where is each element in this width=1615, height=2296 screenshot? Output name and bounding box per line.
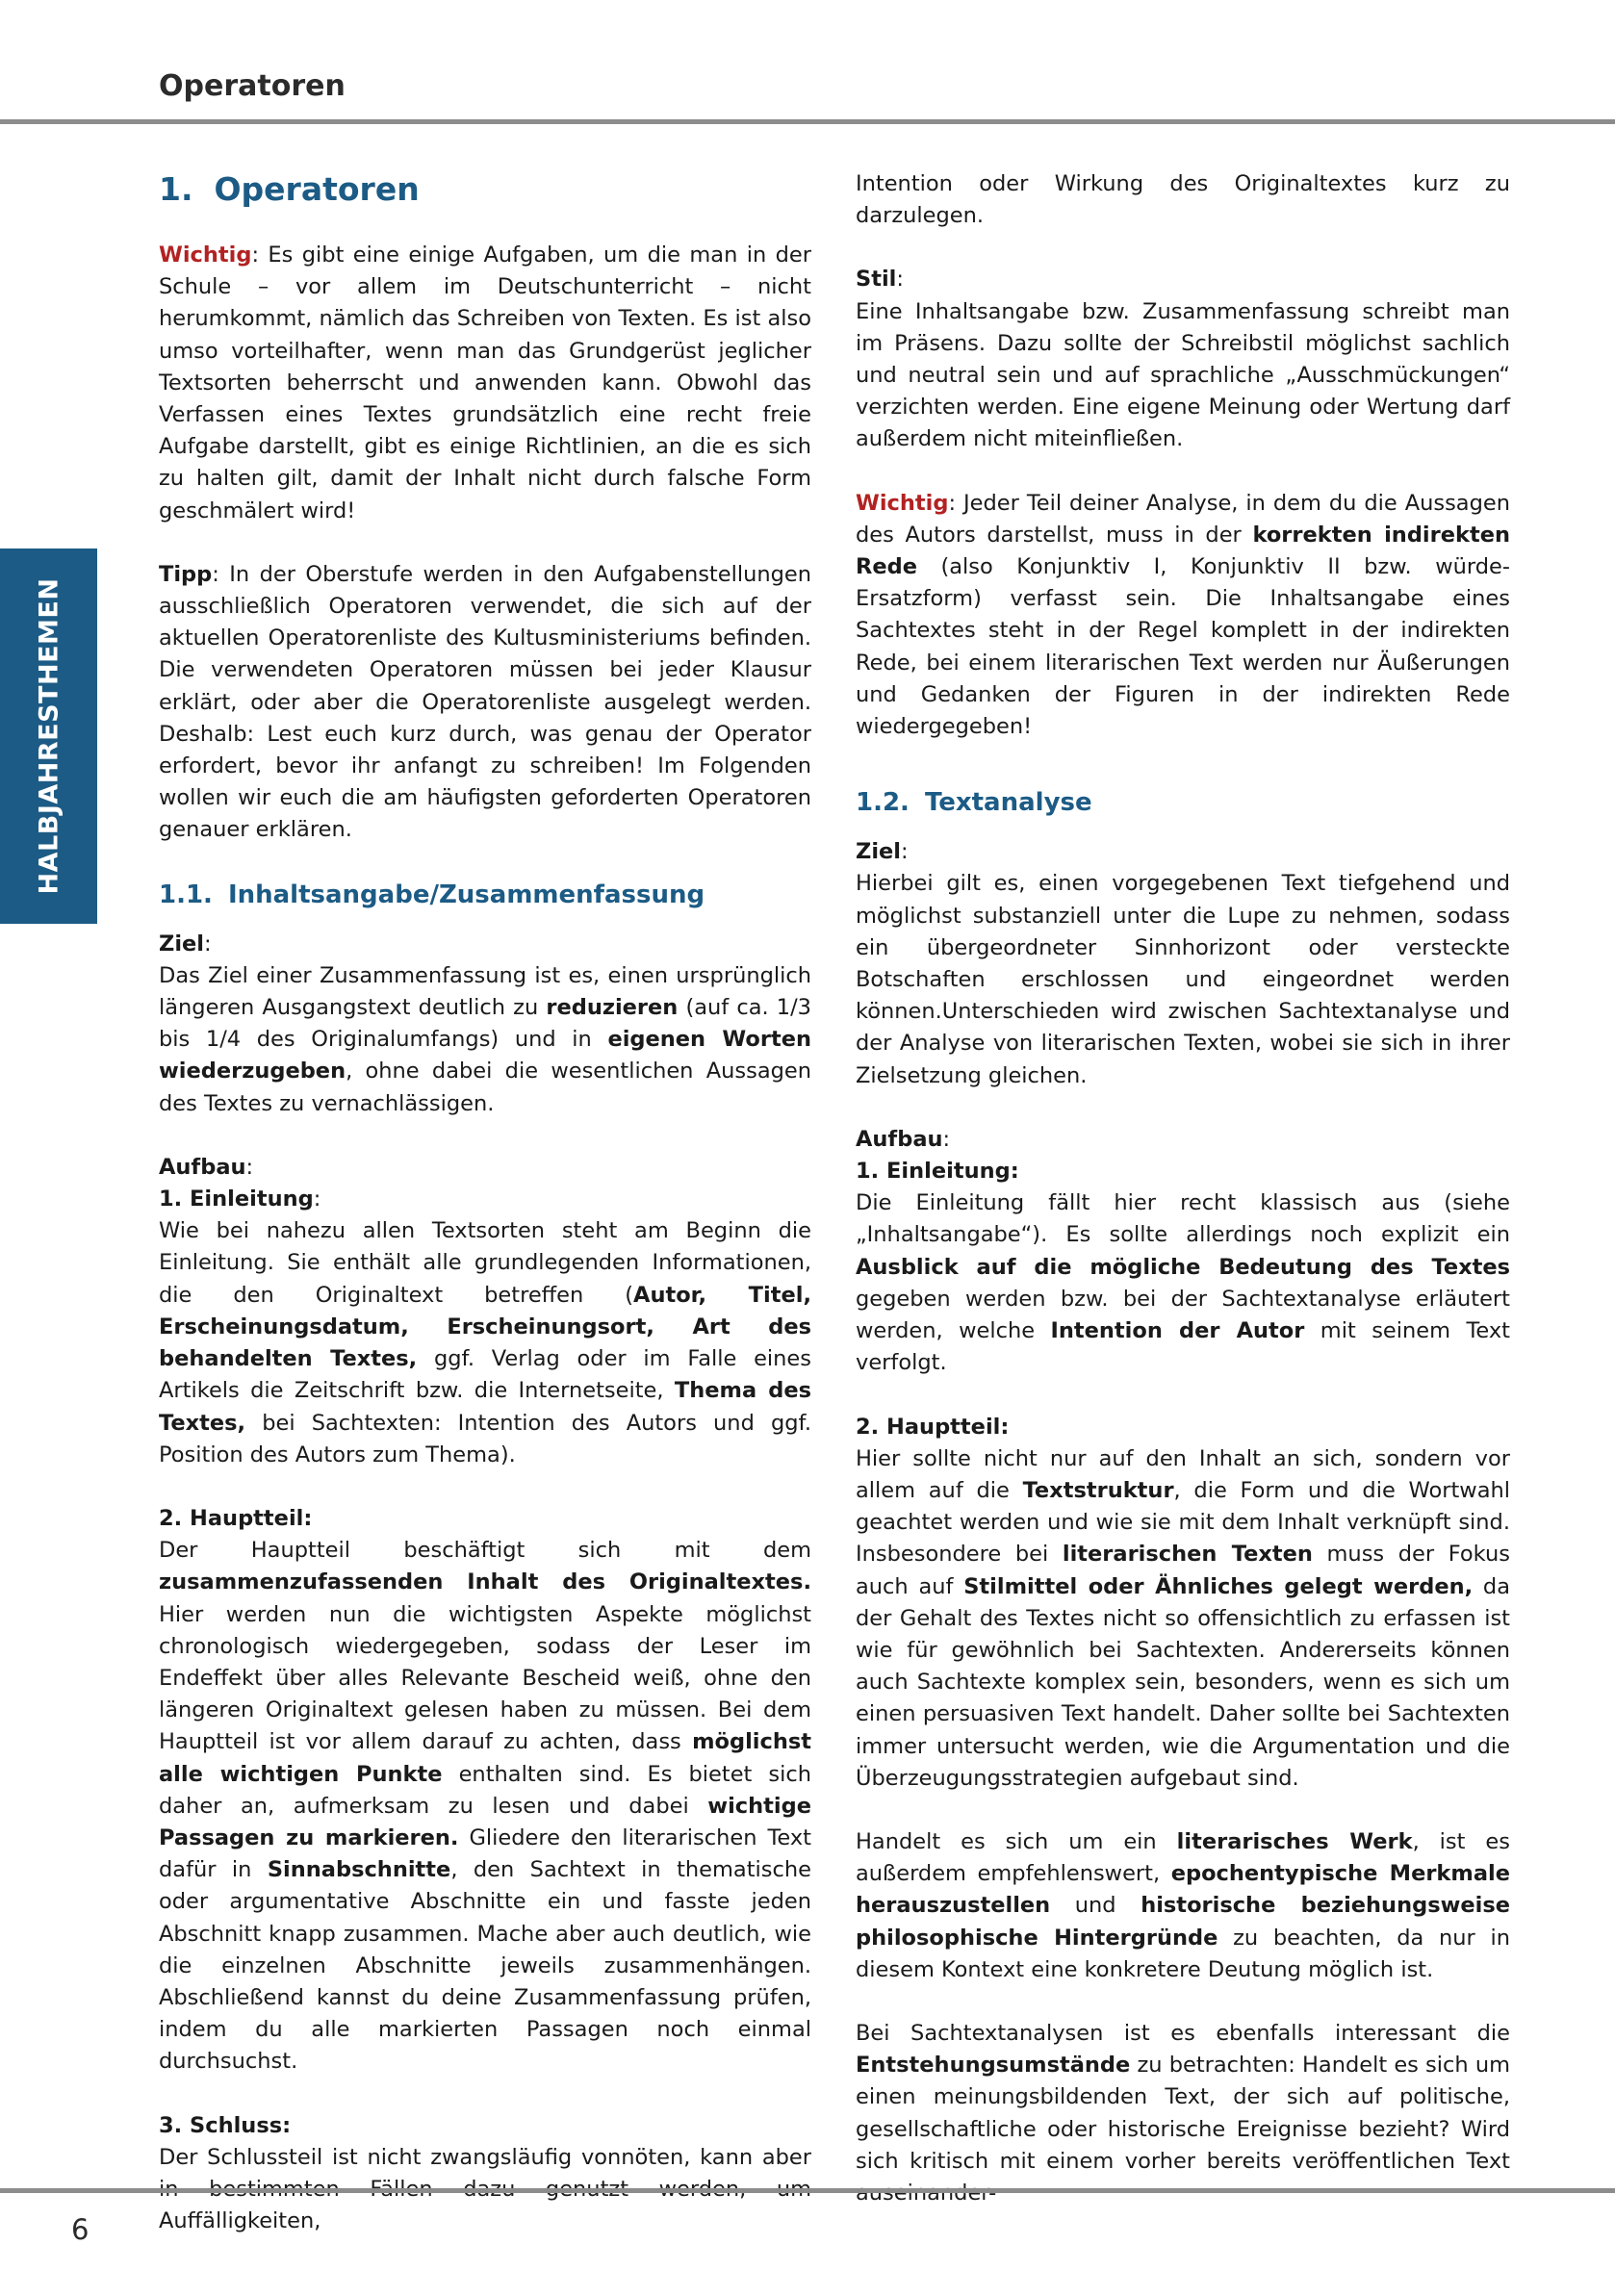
aufbau-label: Aufbau xyxy=(856,1126,943,1152)
text-run: da der Gehalt des Textes nicht so offensichtlich zu erfassen ist wie für gewöhnlich bei Sachtexten. Andererseits können auch Sachtexte komplex sein, besonders, wenn es sich um einen persuasiven Text handelt. Daher sollte bei Sachtexten immer untersucht werden, wie die Argumentation und die Überzeugungsstrategien aufgebaut sind. xyxy=(856,1573,1510,1791)
section-heading-1 xyxy=(159,168,811,211)
bold-run: Sinnabschnitte xyxy=(267,1857,451,1883)
ziel-paragraph: Hierbei gilt es, einen vorgegebenen Text tiefgehend und möglichst substanziell unter die Lupe zu nehmen, sodass ein übergeordneter Sinnhorizont oder versteckte Botschaften erschlossen und eingeordnet werden können.Unterschieden wird zwischen Sachtextanalyse und der Analyse von literarischen Texten, wobei sie sich in ihrer Zielsetzung gleichen. xyxy=(856,871,1510,1088)
einleitung-label-line xyxy=(856,1156,1510,1187)
text-run: Das Ziel einer Zusammenfassung ist es, einen ursprünglich längeren Ausgangstext deutlich zu xyxy=(159,962,811,1021)
header-rule xyxy=(0,119,1615,124)
einleitung-label-line: 1. Einleitung: xyxy=(159,1186,321,1212)
bold-run: reduzieren xyxy=(546,995,679,1021)
side-tab xyxy=(0,548,97,924)
text-run: , ohne dabei die wesentlichen Aussagen des Textes zu vernachlässigen. xyxy=(159,1059,811,1116)
text-run: Gliedere den literarischen Text dafür in xyxy=(159,1824,811,1883)
hauptteil-label-line xyxy=(159,1503,811,1535)
bold-run: literarisches Werk xyxy=(1176,1828,1413,1854)
ziel-label-line: Ziel: xyxy=(159,931,212,957)
einleitung-paragraph xyxy=(856,1187,1510,1379)
text-run: Handelt es sich um ein xyxy=(856,1828,1177,1854)
ziel-paragraph xyxy=(159,960,811,1120)
bold-run: möglichst alle wichtigen Punkte xyxy=(159,1729,811,1787)
text-run: Hier sollte nicht nur auf den Inhalt an sich, sondern vor allem auf die xyxy=(856,1445,1510,1503)
text-run: (also Konjunktiv I, Konjunktiv II bzw. würde-Ersatzform) verfasst sein. Die Inhaltsangabe eines Sachtextes steht in der Regel komplett in der indirekten Rede, bei einem literarischen Text werden nur Äußerungen und Gedanken der Figuren in der indirekten Rede wiedergegeben! xyxy=(856,554,1510,740)
text-run: zu betrachten: Handelt es sich um einen meinungsbildenden Text, der sich auf politische, gesellschaftliche oder historische Ereignisse bezieht? Wird sich kritisch mit einem vorher bereits veröffentlichen Text xyxy=(856,2053,1510,2174)
text-run: : Jeder Teil deiner Analyse, in dem du die Aussagen des Autors darstellst, muss in der xyxy=(856,490,1510,548)
tipp-paragraph xyxy=(159,559,811,847)
text-run: zu beachten, da nur in diesem Kontext eine konkretere Deutung möglich ist. xyxy=(856,1925,1510,1982)
aufbau-label-line: Aufbau: xyxy=(159,1154,254,1180)
bold-run: Intention der Autor xyxy=(1050,1318,1305,1344)
text-run: , den Sachtext in thematische oder argumentative Abschnitte ein und fasste jeden Abschnitt knapp zusammen. Mache aber auch deutlich, wie die einzelnen Abschnitte jeweils zusammenhängen. Abschließend kannst du deine Zusammenfassung prüfen, indem du alle markierten Passagen noch einmal durchsuchst. xyxy=(159,1857,811,2075)
sachtext-paragraph xyxy=(856,2018,1510,2209)
text-run: und xyxy=(1050,1893,1141,1919)
wichtig-paragraph xyxy=(856,488,1510,744)
ziel-label-line: Ziel: xyxy=(856,839,909,865)
bold-run: literarischen Texten xyxy=(1062,1542,1313,1568)
wichtig-paragraph xyxy=(159,240,811,527)
text-run: mit seinem Text verfolgt. xyxy=(856,1318,1510,1376)
text-run: Der Hauptteil beschäftigt sich mit dem xyxy=(159,1538,811,1564)
ziel-label: Ziel xyxy=(159,931,204,957)
footer-rule xyxy=(0,2188,1615,2193)
tipp-label: Tipp xyxy=(159,561,213,587)
aufbau-label-line: Aufbau: xyxy=(856,1126,951,1152)
tipp-text: : In der Oberstufe werden in den Aufgabenstellungen ausschließlich Operatoren verwendet, die sich auf der aktuellen Operatorenliste des Kultusministeriums befinden. Die verwendeten Operatoren müssen bei jeder Klausur erklärt, oder aber die Operatorenliste ausgelegt werden. Deshalb: Lest euch kurz durch, was genau der Operator erfordert, bevor ihr anfangt zu schreiben! Im Folgenden wollen wir euch die am häufigsten geforderten Operatoren genauer erklären. xyxy=(159,561,811,843)
hauptteil-paragraph xyxy=(856,1443,1510,1795)
text-run: muss der Fokus auch auf xyxy=(856,1542,1510,1599)
section-heading-1-1 xyxy=(159,879,811,911)
wichtig-label: Wichtig xyxy=(856,490,949,516)
heading-title: Textanalyse xyxy=(924,788,1092,818)
bold-run: epochentypische Merkmale herauszustellen xyxy=(856,1861,1510,1919)
text-run: , die Form und die Wortwahl geachtet werden und wie sie mit dem Inhalt verknüpft sind. Insbesondere bei xyxy=(856,1477,1510,1568)
page-number: 6 xyxy=(71,2213,90,2246)
aufbau-label: Aufbau xyxy=(159,1154,246,1180)
text-run: enthalten sind. Es bietet sich daher an, aufmerksam zu lesen und dabei xyxy=(159,1761,812,1819)
right-column xyxy=(856,168,1510,2209)
side-tab-label: HALBJAHRESTHEMEN xyxy=(34,577,64,895)
section-heading-1-2 xyxy=(856,786,1510,819)
continued-paragraph: Intention oder Wirkung des Originaltextes kurz zu darzulegen. xyxy=(856,171,1510,229)
ziel-label: Ziel xyxy=(856,839,901,865)
bold-run: Entstehungsumstände xyxy=(856,2053,1131,2079)
heading-number: 1.1. xyxy=(159,880,213,909)
hauptteil-paragraph xyxy=(159,1535,811,2078)
bold-run: historische beziehungsweise philosophische Hintergründe xyxy=(856,1893,1511,1951)
heading-number: 1.2. xyxy=(856,788,910,818)
einleitung-paragraph xyxy=(159,1215,811,1471)
schluss-paragraph: Der Schlussteil ist nicht zwangsläufig vonnöten, kann aber Auffälligkeiten, xyxy=(159,2144,811,2234)
left-column xyxy=(159,168,811,2237)
bold-run: Textstruktur xyxy=(1022,1477,1174,1503)
stil-paragraph: Eine Inhaltsangabe bzw. Zusammenfassung schreibt man im Präsens. Dazu sollte der Schreibstil möglichst sachlich und neutral sein und auf sprachliche „Ausschmückungen“ verzichten werden. Eine eigene Meinung oder Wertung darf außerdem nicht miteinfließen. xyxy=(856,298,1510,452)
werk-paragraph xyxy=(856,1826,1510,1986)
text-run: Hier werden nun die wichtigsten Aspekte möglichst chronologisch wiedergegeben, sodass der Leser im Endeffekt über alles Relevante Bescheid weiß, ohne den längeren Originaltext gelesen haben zu müssen. Bei dem Hauptteil ist vor allem darauf zu achten, dass xyxy=(159,1601,811,1755)
text-run: (auf ca. 1/3 bis 1/4 des Originalumfangs) und in xyxy=(159,995,811,1053)
schluss-label: 3. Schluss: xyxy=(159,2112,292,2138)
bold-run: Autor, Titel, Erscheinungsdatum, Erscheinungsort, Art des behandelten Textes, xyxy=(159,1282,812,1372)
stil-label: Stil xyxy=(856,267,897,293)
hauptteil-label: 2. Hauptteil: xyxy=(856,1414,1010,1440)
bold-run: korrekten indirekten Rede xyxy=(856,522,1510,580)
text-run: bei Sachtexten: Intention des Autors und ggf. Position des Autors zum Thema). xyxy=(159,1410,811,1467)
text-run: Bei Sachtextanalysen ist es ebenfalls interessant die xyxy=(856,2020,1510,2046)
bold-run: Thema des Textes, xyxy=(159,1378,811,1436)
text-run: ggf. Verlag oder im Falle eines Artikels die Zeitschrift bzw. die Internetseite, xyxy=(159,1346,811,1404)
text-run: gegeben werden bzw. bei der Sachtextanalyse erläutert werden, welche xyxy=(856,1286,1510,1344)
einleitung-label: 1. Einleitung: xyxy=(856,1159,1019,1185)
bold-run: wichtige Passagen zu markieren. xyxy=(159,1793,811,1850)
stil-label-line: Stil: xyxy=(856,267,904,293)
heading-title: Inhaltsangabe/Zusammenfassung xyxy=(227,880,705,909)
bold-run: Ausblick auf die mögliche Bedeutung des Textes xyxy=(856,1254,1510,1280)
hauptteil-label-line xyxy=(856,1412,1510,1443)
heading-number: 1. xyxy=(159,170,193,208)
bold-run: eigenen Worten wiederzugeben xyxy=(159,1027,811,1084)
text-run: Die Einleitung fällt hier recht klassisch aus (siehe „Inhaltsangabe“). Es sollte allerdings noch explizit ein xyxy=(856,1190,1510,1248)
bold-run: Stilmittel oder Ähnliches gelegt werden, xyxy=(963,1573,1474,1599)
text-run: , ist es außerdem empfehlenswert, xyxy=(856,1828,1510,1887)
schluss-label-line xyxy=(159,2110,811,2142)
running-header: Operatoren xyxy=(159,69,346,103)
wichtig-text: : Es gibt eine einige Aufgaben, um die man in der Schule – vor allem im Deutschunterricht – nicht herumkommt, nämlich das Schreiben von Texten. Es ist also umso vorteilhafter, wenn man das Grundgerüst jeglicher Textsorten beherrscht und anwenden kann. Obwohl das Verfassen eines Textes grundsätzlich eine recht freie Aufgabe darstellt, gibt es einige Richtlinien, an die es sich zu halten gilt, damit der Inhalt nicht durch falsche Form geschmälert wird! xyxy=(159,242,811,523)
hauptteil-label: 2. Hauptteil: xyxy=(159,1505,313,1531)
wichtig-label: Wichtig xyxy=(159,242,252,268)
heading-title: Operatoren xyxy=(214,170,420,208)
text-run: Wie bei nahezu allen Textsorten steht am Beginn die Einleitung. Sie enthält alle grundlegenden Informationen, die den Originaltext betreffen ( xyxy=(159,1218,811,1308)
einleitung-label: 1. Einleitung xyxy=(159,1186,314,1212)
bold-run: zusammenzufassenden Inhalt des Originaltextes. xyxy=(159,1569,811,1595)
